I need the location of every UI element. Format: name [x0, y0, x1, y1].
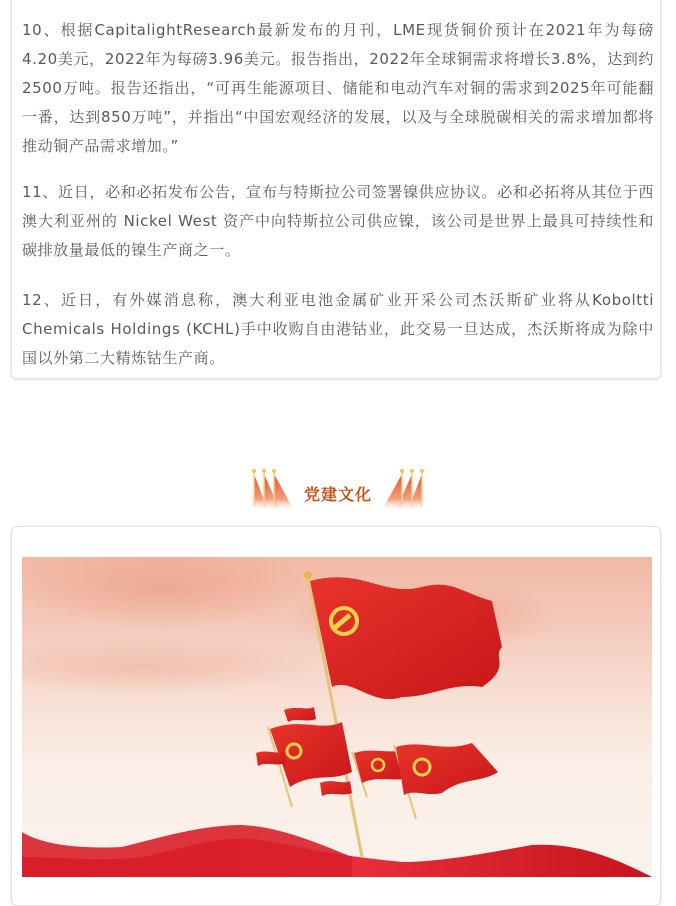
party-flag-icon: [256, 571, 502, 857]
news-item-10: 10、根据CapitalightResearch最新发布的月刊，LME现货铜价预计在2021年为每磅4.20美元，2022年为每磅3.96美元。报告指出，2022年全球铜需求将增长3.8%，达到约2500万吨。报告还指出，“可再生能源项目、储能和电动汽车对铜的需求到2025年可能翻一番，达到850万吨”，并指出“中国宏观经济的发展，以及与全球脱碳相关的需求增加都将推动铜产品需求增加。”: [22, 21, 654, 155]
party-flags-banner: [22, 557, 652, 877]
section-title: 党建文化: [303, 485, 372, 504]
section-header-party-culture: [248, 466, 428, 514]
red-flags-icon: [376, 466, 428, 518]
red-flags-icon: [248, 466, 300, 518]
news-item-12: 12、近日，有外媒消息称，澳大利亚电池金属矿业开采公司杰沃斯矿业将从Koboltti Chemicals Holdings (KCHL)手中收购自由港钴业，此交易一旦达成，杰沃斯将成为除中国以外第二大精炼钴生产商。: [22, 291, 654, 367]
news-item-11: 11、近日，必和必拓发布公告，宣布与特斯拉公司签署镍供应协议。必和必拓将从其位于西澳大利亚州的 Nickel West 资产中向特斯拉公司供应镍，该公司是世界上最具可持续性和碳排放量最低的镍生产商之一。: [22, 183, 654, 259]
